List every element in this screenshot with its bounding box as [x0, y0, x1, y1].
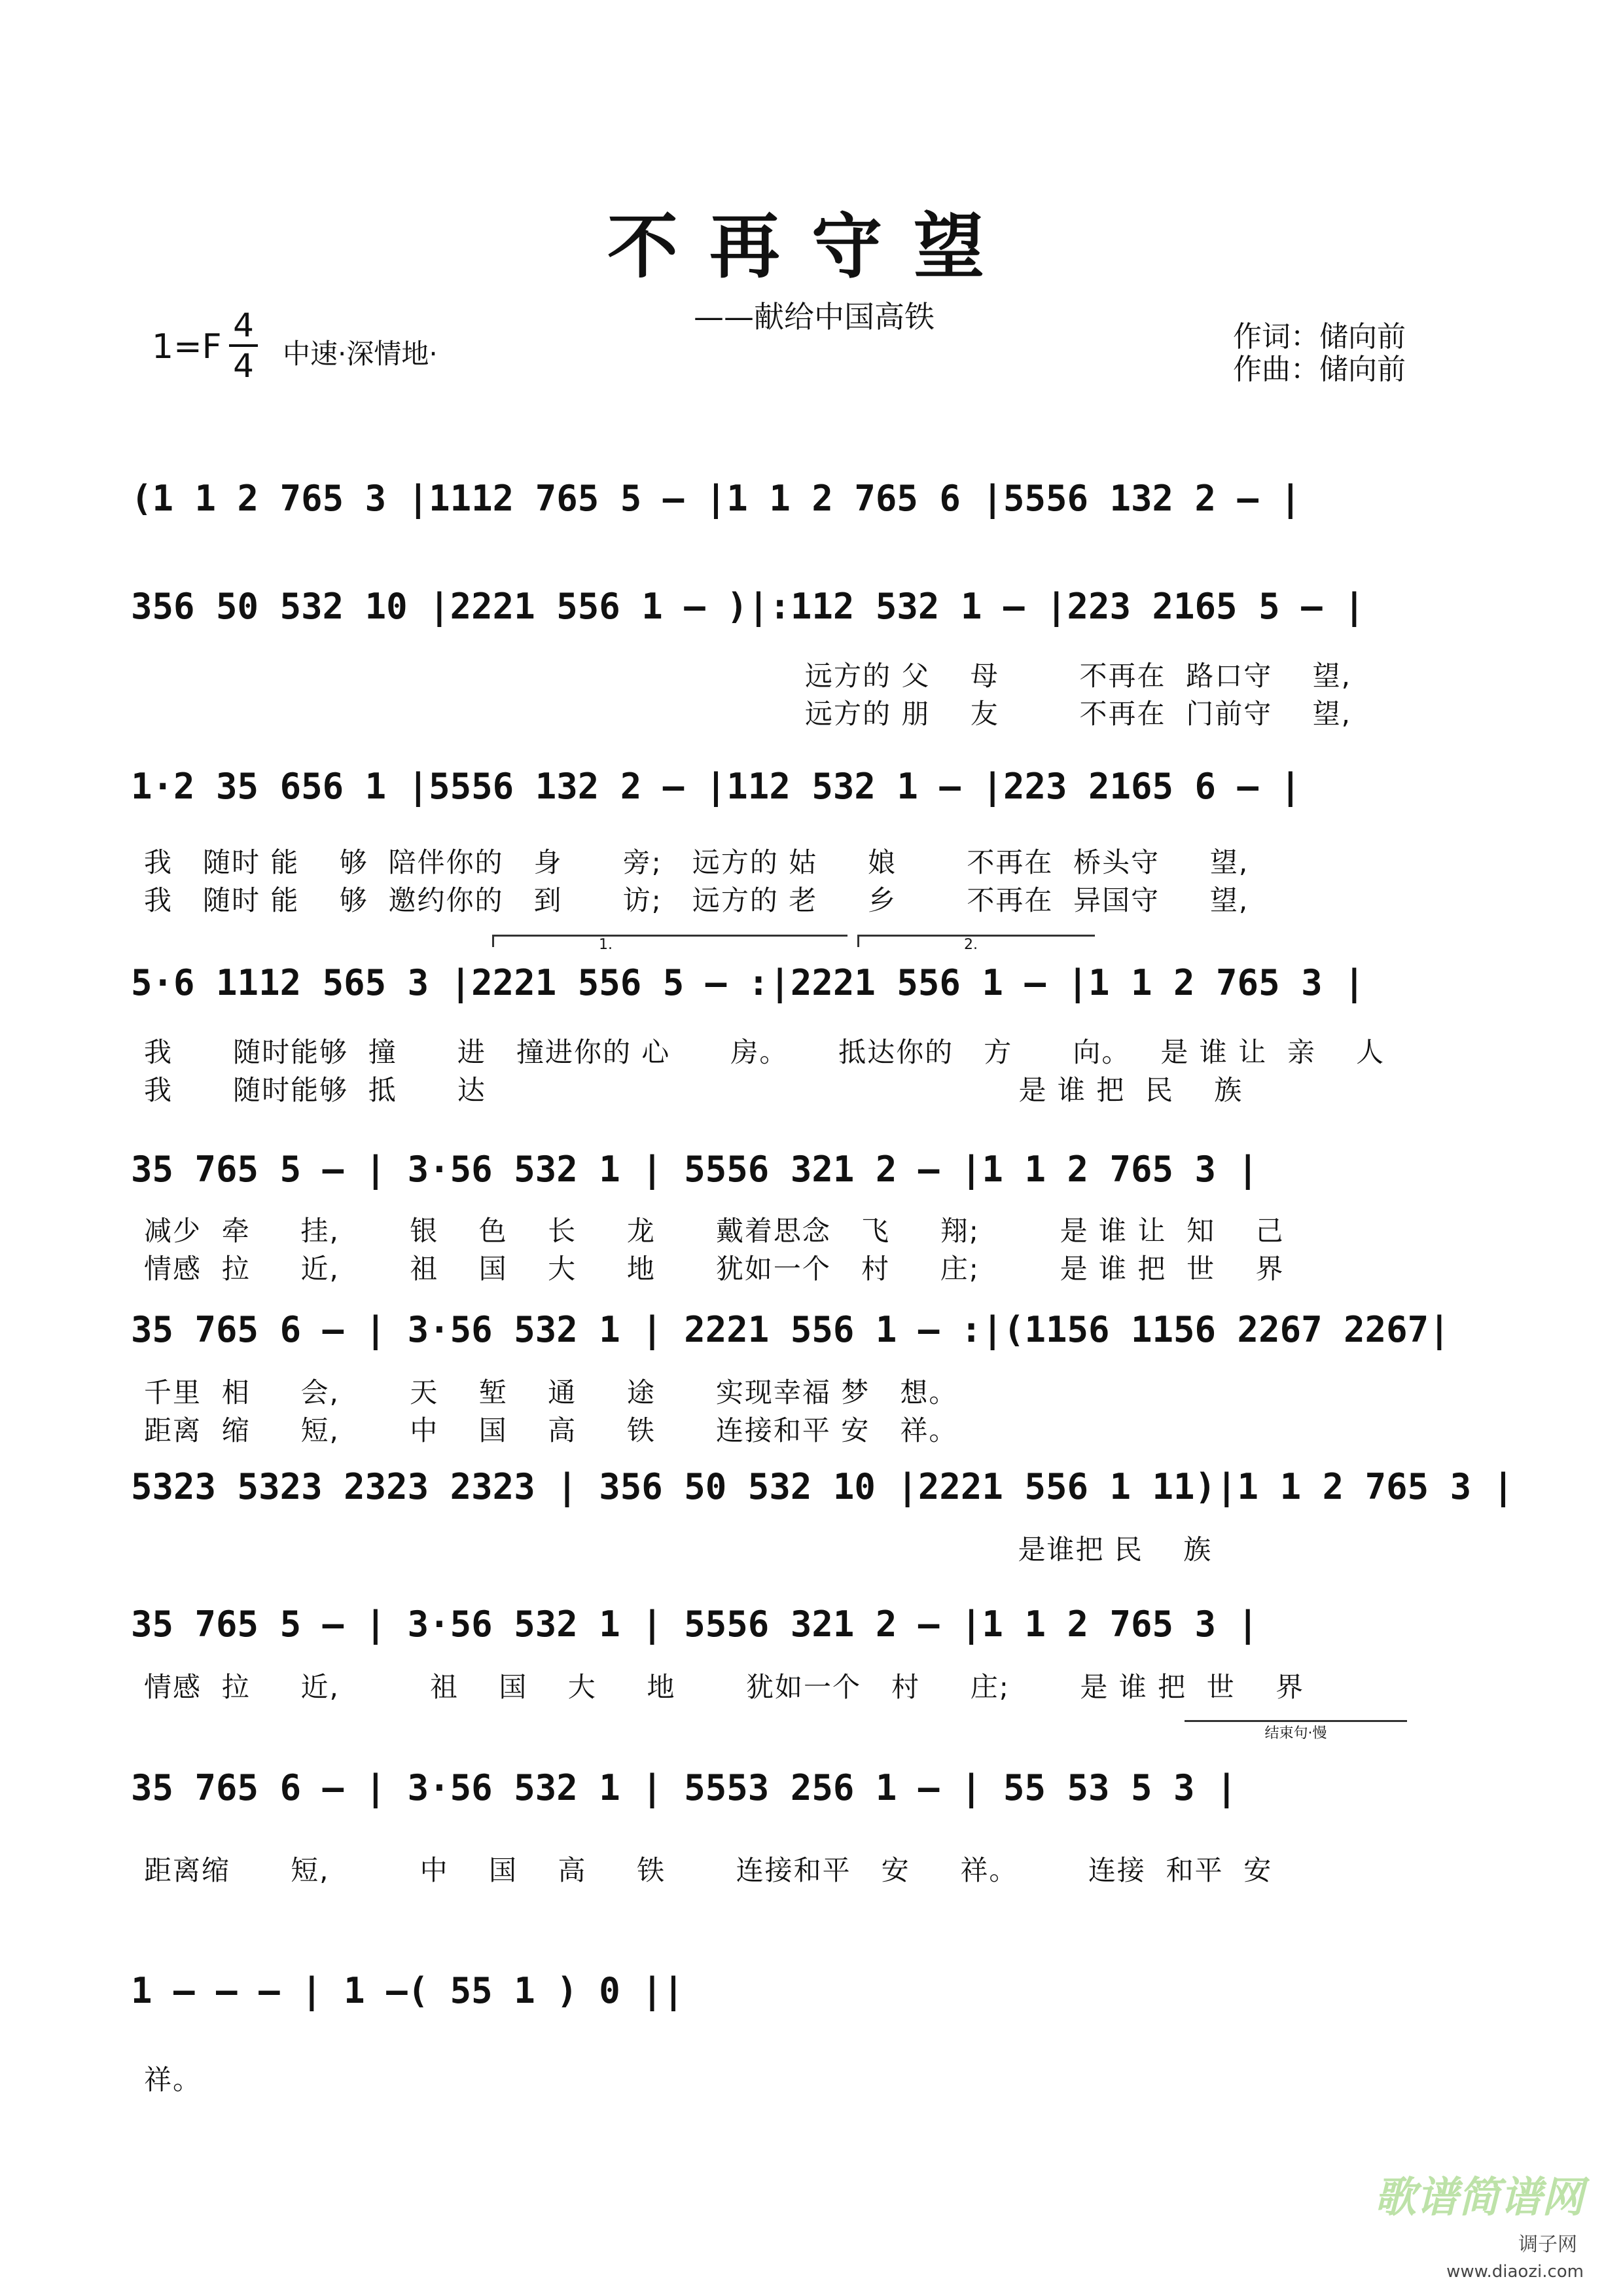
subtitle: ——献给中国高铁	[694, 299, 935, 334]
lyricist: 作词：储向前	[1233, 320, 1406, 353]
volta-first-label: 1.	[599, 937, 613, 953]
lyric-line: 我 随时 能 够 陪伴你的 身 旁; 远方的 姑 娘 不再在 桥头守 望,	[144, 846, 1249, 878]
score-row-6: 35 765 6 – | 3·56 532 1 | 2221 556 1 – :|(1156 1156 2267 2267|	[131, 1309, 1450, 1350]
score-row-7: 5323 5323 2323 2323 | 356 50 532 10 |2221 556 1 11)|1 1 2 765 3 |	[131, 1466, 1514, 1507]
lyric-line: 祥。	[144, 2064, 202, 2096]
lyric-line: 距离缩 短, 中 国 高 铁 连接和平 安 祥。 连接 和平 安	[144, 1854, 1273, 1886]
score-row-4: 5·6 1112 565 3 |2221 556 5 – :|2221 556 1 – |1 1 2 765 3 |	[131, 962, 1365, 1003]
lyric-line: 情感 拉 近, 祖 国 大 地 犹如一个 村 庄; 是 谁 把 世 界	[144, 1253, 1285, 1285]
volta-second	[857, 935, 1095, 953]
lyric-line: 距离 缩 短, 中 国 高 铁 连接和平 安 祥。	[144, 1414, 958, 1446]
lyric-line: 我 随时 能 够 邀约你的 到 访; 远方的 老 乡 不再在 异国守 望,	[144, 884, 1249, 916]
score-row-8: 35 765 5 – | 3·56 532 1 | 5556 321 2 – |1 1 2 765 3 |	[131, 1604, 1259, 1645]
lyric-line: 远方的 朋 友 不再在 门前守 望,	[805, 698, 1352, 730]
tempo-marking: 中速·深情地·	[283, 338, 438, 370]
volta-first	[492, 935, 847, 953]
score-row-5: 35 765 5 – | 3·56 532 1 | 5556 321 2 – |1 1 2 765 3 |	[131, 1149, 1259, 1190]
time-bottom: 4	[229, 344, 258, 385]
key-signature: 1=F	[152, 327, 222, 367]
lyric-line: 我 随时能够 撞 进 撞进你的 心 房。 抵达你的 方 向。 是 谁 让 亲 人	[144, 1036, 1385, 1068]
lyric-line: 千里 相 会, 天 堑 通 途 实现幸福 梦 想。	[144, 1376, 958, 1408]
score-row-9: 35 765 6 – | 3·56 532 1 | 5553 256 1 – | 55 53 5 3 |	[131, 1767, 1238, 1808]
page-title: 不再守望	[607, 206, 1016, 288]
time-signature	[229, 306, 258, 385]
ending-mark: 结束句·慢	[1185, 1720, 1407, 1742]
score-row-10: 1 – – – | 1 –( 55 1 ) 0 ||	[131, 1970, 685, 2011]
watermark-url: www.diaozi.com	[1446, 2262, 1584, 2282]
lyric-line: 我 随时能够 抵 达 是 谁 把 民 族	[144, 1074, 1243, 1106]
time-top: 4	[233, 306, 254, 344]
score-row-1: (1 1 2 765 3 |1112 765 5 – |1 1 2 765 6 |5556 132 2 – |	[131, 478, 1302, 519]
watermark-logo: 歌谱简谱网	[1374, 2174, 1584, 2222]
score-row-2: 356 50 532 10 |2221 556 1 – )|:112 532 1 – |223 2165 5 – |	[131, 586, 1365, 627]
lyric-line: 情感 拉 近, 祖 国 大 地 犹如一个 村 庄; 是 谁 把 世 界	[144, 1671, 1305, 1703]
lyric-line: 减少 牵 挂, 银 色 长 龙 戴着思念 飞 翔; 是 谁 让 知 己	[144, 1215, 1285, 1247]
lyric-line: 是谁把 民 族	[144, 1534, 1213, 1566]
watermark-site: 调子网	[1518, 2233, 1577, 2256]
lyric-line: 远方的 父 母 不再在 路口守 望,	[805, 660, 1352, 692]
score-row-3: 1·2 35 656 1 |5556 132 2 – |112 532 1 – |223 2165 6 – |	[131, 766, 1302, 807]
volta-second-label: 2.	[964, 937, 978, 953]
composer: 作曲：储向前	[1233, 353, 1406, 386]
